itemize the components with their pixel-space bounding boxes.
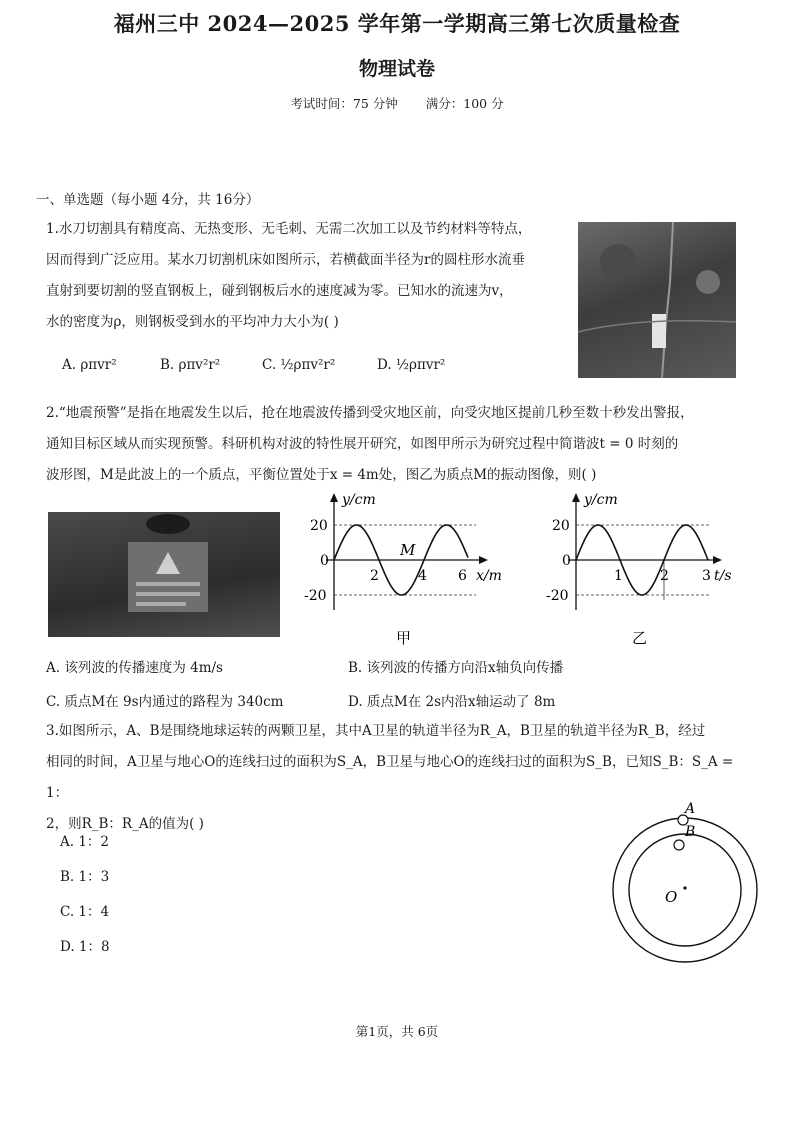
q3-line: 相同的时间，A卫星与地心O的连线扫过的面积为S_A，B卫星与地心O的连线扫过的面积为S_B，已知S_B：S_A = 1： bbox=[46, 754, 734, 801]
graph-yi-x-arrow bbox=[713, 556, 722, 564]
q2-option-d[interactable]: D. 质点M在 2s内沿x轴运动了 8m bbox=[348, 694, 556, 710]
graph-yi-caption: 乙 bbox=[632, 629, 648, 647]
graph-yi-tick-x-2: 2 bbox=[660, 568, 669, 584]
q1-option-b[interactable]: B. ρπv²r² bbox=[160, 357, 221, 373]
q3-option-d[interactable]: D. 1：8 bbox=[60, 939, 110, 955]
q1-option-a[interactable]: A. ρπvr² bbox=[62, 357, 117, 373]
waterjet-photo bbox=[578, 222, 736, 378]
satellite-b-label: B bbox=[685, 824, 696, 840]
question-2-text bbox=[46, 398, 758, 491]
graph-jia-tick-x-2: 2 bbox=[370, 568, 379, 584]
section-title: 一、单选题（每小题 4分，共 16分） bbox=[36, 192, 260, 208]
exam-title: 福州三中 2024—2025 学年第一学期高三第七次质量检查 bbox=[113, 11, 681, 36]
graph-jia-tick-y-zero: 0 bbox=[320, 553, 329, 569]
graph-jia-point-label: M bbox=[400, 541, 416, 559]
warning-screen-illustration bbox=[48, 512, 280, 637]
q1-option-c[interactable]: C. ½ρπv²r² bbox=[262, 357, 336, 373]
graph-yi-tick-x-1: 1 bbox=[614, 568, 623, 584]
q1-line: 1.水刀切割具有精度高、无热变形、无毛刺、无需二次加工以及节约材料等特点， bbox=[46, 221, 532, 237]
orbit-diagram bbox=[605, 798, 775, 970]
graph-jia bbox=[304, 488, 518, 653]
exam-subtitle: 物理试卷 bbox=[358, 58, 435, 80]
q3-option-b[interactable]: B. 1：3 bbox=[60, 869, 110, 885]
q2-line: 波形图，M是此波上的一个质点，平衡位置处于x = 4m处，图乙为质点M的振动图像，则( ) bbox=[46, 467, 597, 483]
q3-option-a[interactable]: A. 1：2 bbox=[60, 834, 110, 850]
q3-option-c[interactable]: C. 1：4 bbox=[60, 904, 110, 920]
graph-yi bbox=[544, 488, 754, 653]
graph-yi-tick-y-min: -20 bbox=[546, 588, 569, 604]
graph-jia-tick-y-max: 20 bbox=[310, 518, 328, 534]
q1-line: 水的密度为ρ，则钢板受到水的平均冲力大小为( ) bbox=[46, 314, 339, 330]
q2-option-b[interactable]: B. 该列波的传播方向沿x轴负向传播 bbox=[348, 660, 564, 676]
q1-line: 直射到要切割的竖直钢板上，碰到钢板后水的速度减为零。已知水的流速为v， bbox=[46, 283, 513, 299]
graph-yi-tick-x-3: 3 bbox=[702, 568, 711, 584]
graph-yi-xlabel: t/s bbox=[714, 568, 732, 584]
q1-option-d[interactable]: D. ½ρπvr² bbox=[377, 357, 446, 373]
earth-center-dot bbox=[683, 886, 686, 889]
q3-line: 2，则R_B：R_A的值为( ) bbox=[46, 816, 204, 832]
q3-options bbox=[60, 830, 180, 960]
graph-jia-x-arrow bbox=[479, 556, 488, 564]
page-footer: 第1页，共 6页 bbox=[355, 1024, 439, 1039]
satellite-b bbox=[674, 840, 684, 850]
graph-yi-tick-y-zero: 0 bbox=[562, 553, 571, 569]
graph-jia-tick-y-min: -20 bbox=[304, 588, 327, 604]
q2-option-a[interactable]: A. 该列波的传播速度为 4m/s bbox=[46, 660, 223, 676]
waterjet-photo-illustration bbox=[578, 222, 736, 378]
earth-center-label: O bbox=[665, 888, 678, 906]
graph-jia-tick-x-4: 4 bbox=[418, 568, 427, 584]
graph-yi-tick-y-max: 20 bbox=[552, 518, 570, 534]
q2-line: 通知目标区域从而实现预警。科研机构对波的特性展开研究，如图甲所示为研究过程中简谐波t = 0 时刻的 bbox=[46, 436, 679, 452]
graph-jia-ylabel: y/cm bbox=[342, 492, 376, 508]
exam-score: 满分：100 分 bbox=[425, 96, 504, 111]
q2-options bbox=[46, 656, 758, 718]
q1-line: 因而得到广泛应用。某水刀切割机床如图所示，若横截面半径为r的圆柱形水流垂 bbox=[46, 252, 525, 268]
graph-jia-caption: 甲 bbox=[396, 629, 412, 647]
q1-options bbox=[62, 357, 502, 377]
graph-yi-ylabel: y/cm bbox=[584, 492, 618, 508]
exam-info bbox=[0, 94, 794, 112]
orbit-b bbox=[629, 834, 741, 946]
question-1-text bbox=[46, 214, 586, 338]
exam-time: 考试时间：75 分钟 bbox=[290, 96, 398, 111]
graph-jia-y-arrow bbox=[330, 493, 338, 502]
graph-jia-xlabel: x/m bbox=[476, 568, 502, 584]
graph-yi-y-arrow bbox=[572, 493, 580, 502]
satellite-a-label: A bbox=[685, 801, 696, 817]
q3-line: 3.如图所示，A、B是围绕地球运转的两颗卫星，其中A卫星的轨道半径为R_A，B卫星的轨道半径为R_B，经过 bbox=[46, 723, 706, 739]
q2-line: 2.“地震预警”是指在地震发生以后，抢在地震波传播到受灾地区前，向受灾地区提前几秒至数十秒发出警报， bbox=[46, 405, 694, 421]
graph-jia-tick-x-6: 6 bbox=[458, 568, 467, 584]
q2-option-c[interactable]: C. 质点M在 9s内通过的路程为 340cm bbox=[46, 694, 284, 710]
earthquake-warning-photo bbox=[48, 512, 280, 637]
